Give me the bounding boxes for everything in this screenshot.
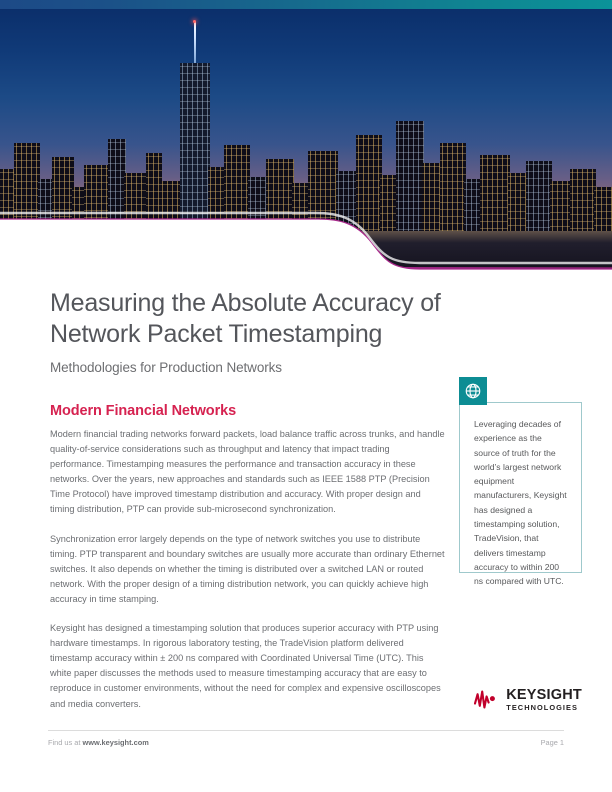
section-heading: Modern Financial Networks — [50, 403, 237, 419]
keysight-logo — [474, 688, 582, 711]
footer-divider — [48, 730, 564, 731]
logo-tagline: TECHNOLOGIES — [506, 703, 578, 712]
white-paper-label: WHITE PAPER — [474, 275, 557, 285]
hero-magenta-line — [0, 267, 612, 269]
logo-name: KEYSIGHT — [506, 687, 582, 703]
footer-find-us-prefix: Find us at — [48, 738, 83, 747]
page-title: Measuring the Absolute Accuracy of Network Packet Timestamping — [50, 289, 441, 348]
keysight-waveform-icon — [474, 690, 500, 710]
body-paragraph: Keysight has designed a timestamping solution that produces superior accuracy with PTP using hardware timestamps. In rigorous laboratory testing, the TradeVision platform delivered timestamp accuracy within ± 200 ns compared with Coordinated Universal Time (UTC). This white paper discusses the methods used to measure timestamping accuracy that are easy to reproduce in customer environments, without the need for complex and expensive oscilloscopes and media converters. — [50, 623, 441, 709]
callout-box — [459, 402, 582, 587]
keysight-wordmark — [506, 688, 582, 711]
body-copy — [50, 427, 445, 726]
globe-icon — [459, 377, 487, 405]
hero-image — [0, 9, 612, 269]
top-accent-bar — [0, 0, 612, 9]
body-paragraph: Modern financial trading networks forward packets, load balance traffic across trunks, and handle quality-of-service considerations such as throughput and latency that impact trading performance. Timestamping measures the performance and transaction accuracy in these networks. Over the years, new approaches and standards such as IEEE 1588 PTP (Precision Time Protocol) have improved timestamp distribution and accuracy. With proper design and timing distribution, PTP can provide sub-microsecond synchronization. — [50, 429, 445, 515]
footer-website[interactable]: www.keysight.com — [82, 738, 149, 747]
callout-text: Leveraging decades of experience as the source of truth for the world’s largest network equipment manufacturers, Keysight has designed a timestamping solution, TradeVision, that delivers timestamp accuracy to within 200 ns compared with UTC. — [474, 419, 567, 587]
page-subtitle: Methodologies for Production Networks — [50, 360, 282, 375]
footer-page-number: Page 1 — [540, 738, 564, 747]
footer-find-us — [48, 738, 149, 747]
body-paragraph: Synchronization error largely depends on the type of network switches you use to distribute timing. PTP transparent and boundary switches are usually more accurate than ordinary Ethernet switches. It also depends on whether the timing is distributed over a switched LAN or routed network. With the proper design of a timing distribution network, you can quickly achieve high accuracy in time stamping. — [50, 533, 445, 604]
hero-water — [0, 231, 612, 269]
